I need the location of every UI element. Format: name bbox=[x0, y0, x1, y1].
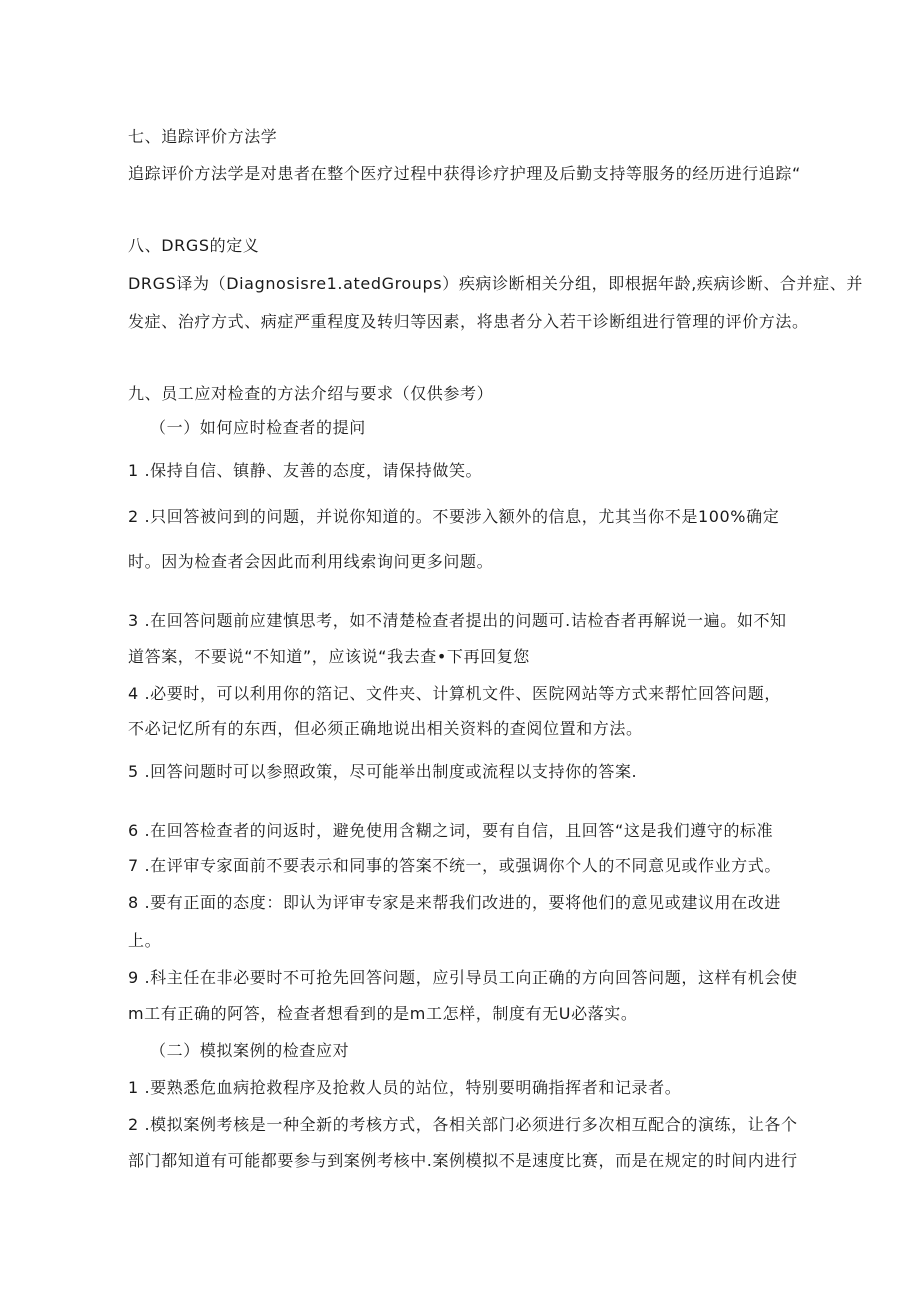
list-item-8-line-1: 8 .要有正面的态度：即认为评审专家是来帮我们改进的，要将他们的意见或建议用在改进 bbox=[128, 893, 781, 912]
list-item-2-line-1: 2 .只回答被问到的问题，并说你知道的。不要涉入额外的信息，尤其当你不是100%确定 bbox=[128, 507, 780, 526]
subsection-1-title: （一）如何应时检查者的提问 bbox=[150, 418, 366, 437]
section-8-body-line-2: 发症、治疗方式、病症严重程度及转归等因素，将患者分入若干诊断组进行管理的评价方法。 bbox=[128, 312, 809, 331]
case-item-1: 1 .要熟悉危血病抢救程序及抢救人员的站位，特别要明确指挥者和记录者。 bbox=[128, 1078, 682, 1097]
list-item-8-line-2: 上。 bbox=[128, 931, 162, 950]
section-7-title: 七、追踪评价方法学 bbox=[128, 127, 278, 146]
case-item-2-line-1: 2 .模拟案例考核是一种全新的考核方式，各相关部门必须进行多次相互配合的演练，让各个 bbox=[128, 1115, 798, 1134]
list-item-9-line-1: 9 .科主任在非必要时不可抢先回答问题，应引导员工向正确的方向回答问题，这样有机会使 bbox=[128, 968, 798, 987]
list-item-3-line-1: 3 .在回答问题前应建慎思考，如不清楚检查者提出的问题可.诘检杳者再解说一遍。如不知 bbox=[128, 611, 787, 630]
list-item-9-line-2: m工有正确的阿答，检查者想看到的是m工怎样，制度有无U必落实。 bbox=[128, 1004, 638, 1023]
case-item-2-line-2: 部门都知道有可能都要参与到案例考核中.案例模拟不是速度比赛，而是在规定的时间内进行 bbox=[128, 1151, 798, 1170]
section-7-body: 追踪评价方法学是对患者在整个医疗过程中获得诊疗护理及后勤支持等服务的经历进行追踪“ bbox=[128, 164, 801, 183]
subsection-2-title: （二）模拟案例的检查应对 bbox=[150, 1041, 350, 1060]
list-item-7: 7 .在评审专家面前不要表示和同事的答案不统一，或强调你个人的不同意见或作业方式。 bbox=[128, 856, 781, 875]
list-item-2-line-2: 时。因为检查者会因此而利用线索询问更多问题。 bbox=[128, 552, 494, 571]
list-item-1: 1 .保持自信、镇静、友善的态度，请保持做笑。 bbox=[128, 461, 483, 480]
list-item-5: 5 .回答问题时可以参照政策，尽可能举出制度或流程以支持你的答案. bbox=[128, 762, 638, 781]
list-item-4-line-1: 4 .必要时，可以利用你的箔记、文件夹、计算机文件、医院网站等方式来帮忙回答问题， bbox=[128, 684, 781, 703]
list-item-6: 6 .在回答检查者的问返时，避免使用含糊之词，要有自信，且回答“这是我们遵守的标准 bbox=[128, 821, 774, 840]
section-9-title: 九、员工应对检查的方法介绍与要求（仅供参考） bbox=[128, 384, 494, 403]
list-item-4-line-2: 不必记忆所有的东西，但必须正确地说出相关资料的查阅位置和方法。 bbox=[128, 719, 643, 738]
list-item-3-line-2: 道答案，不要说“不知道”，应该说“我去查•下再回复您 bbox=[128, 647, 530, 666]
section-8-body-line-1: DRGS译为（Diagnosisre1.atedGroups）疾病诊断相关分组，即根据年龄,疾病诊断、合并症、并 bbox=[128, 274, 863, 293]
section-8-title: 八、DRGS的定义 bbox=[128, 236, 260, 255]
